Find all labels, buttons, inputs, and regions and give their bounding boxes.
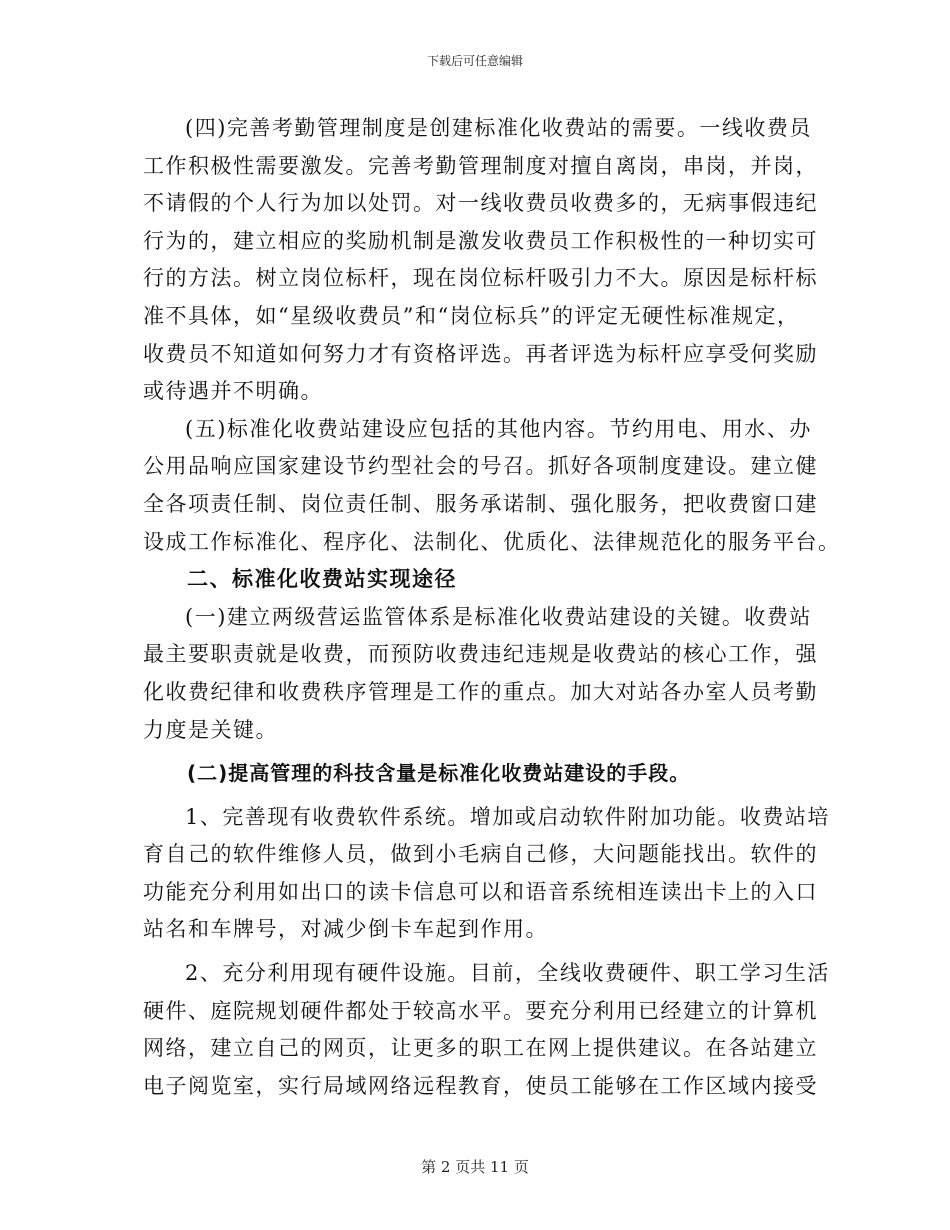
text-line: 2、充分利用现有硬件设施。目前，全线收费硬件、职工学习生活 (185, 961, 830, 986)
text-line: 网络，建立自己的网页，让更多的职工在网上提供建议。在各站建立 (143, 1036, 818, 1061)
text-line: 功能充分利用如出口的读卡信息可以和语音系统相连读出卡上的入口 (143, 879, 818, 904)
text-line: 最主要职责就是收费，而预防收费违纪违规是收费站的核心工作，强 (143, 642, 818, 667)
text-line: 1、完善现有收费软件系统。增加或启动软件附加功能。收费站培 (185, 804, 830, 829)
page-footer: 第 2 页共 11 页 (421, 1158, 529, 1176)
text-line: 工作积极性需要激发。完善考勤管理制度对擅自离岗，串岗，并岗， (143, 153, 818, 178)
text-line: 化收费纪律和收费秩序管理是工作的重点。加大对站各办室人员考勤 (143, 679, 818, 704)
text-line: 站名和车牌号，对减少倒卡车起到作用。 (143, 917, 548, 942)
text-line: 公用品响应国家建设节约型社会的号召。抓好各项制度建设。建立健 (143, 454, 818, 479)
text-line: 力度是关键。 (143, 717, 278, 742)
page-header: 下载后可任意编辑 (426, 54, 523, 68)
paragraph-item-1 (143, 799, 830, 949)
subsection-heading: (二)提高管理的科技含量是标准化收费站建设的手段。 (187, 761, 691, 786)
section-heading: 二、标准化收费站实现途径 (187, 567, 457, 592)
text-line: 设成工作标准化、程序化、法制化、优质化、法律规范化的服务平台。 (143, 529, 841, 554)
text-line: 不请假的个人行为加以处罚。对一线收费员收费多的，无病事假违纪 (143, 191, 818, 216)
text-line: 行为的，建立相应的奖励机制是激发收费员工作积极性的一种切实可 (143, 228, 818, 253)
text-line: 收费员不知道如何努力才有资格评选。再者评选为标杆应享受何奖励 (143, 341, 818, 366)
document-body (143, 110, 841, 1105)
text-line: (五)标准化收费站建设应包括的其他内容。节约用电、用水、办 (185, 416, 812, 441)
text-line: (一)建立两级营运监管体系是标准化收费站建设的关键。收费站 (185, 604, 812, 629)
text-line: 行的方法。树立岗位标杆，现在岗位标杆吸引力不大。原因是标杆标 (143, 266, 818, 291)
text-line: 全各项责任制、岗位责任制、服务承诺制、强化服务，把收费窗口建 (143, 491, 818, 516)
text-line: (四)完善考勤管理制度是创建标准化收费站的需要。一线收费员 (185, 116, 812, 140)
text-line: 电子阅览室，实行局域网络远程教育，使员工能够在工作区域内接受 (143, 1073, 818, 1098)
paragraph-section-5 (143, 411, 841, 561)
text-line: 硬件、庭院规划硬件都处于较高水平。要充分利用已经建立的计算机 (143, 998, 818, 1023)
paragraph-sub-1 (143, 599, 818, 749)
paragraph-section-4 (143, 110, 818, 411)
text-line: 育自己的软件维修人员，做到小毛病自己修，大问题能找出。软件的 (143, 842, 818, 867)
text-line: 或待遇并不明确。 (143, 379, 323, 404)
text-line: 准不具体，如“星级收费员”和“岗位标兵”的评定无硬性标准规定， (143, 303, 800, 328)
paragraph-item-2 (143, 955, 830, 1105)
